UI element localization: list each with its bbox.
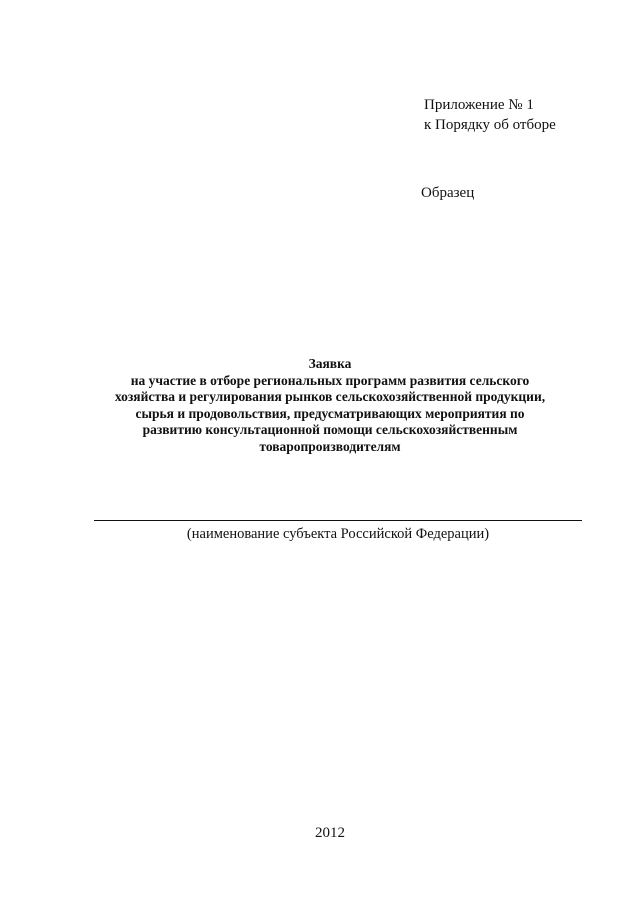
title-heading: Заявка (308, 356, 352, 371)
appendix-order-reference: к Порядку об отборе (424, 117, 556, 133)
title-line: на участие в отборе региональных программ развития сельского (130, 372, 530, 388)
appendix-reference (424, 95, 556, 135)
title-line: хозяйства и регулирования рынков сельскохозяйственной продукции, (114, 389, 546, 405)
region-name-caption: (наименование субъекта Российской Федерации) (186, 526, 490, 542)
sample-label: Образец (421, 185, 475, 201)
appendix-number: Приложение № 1 (424, 97, 534, 113)
document-year: 2012 (315, 825, 345, 841)
region-name-fill-line (94, 520, 582, 521)
title-line: развитию консультационной помощи сельскохозяйственным (142, 422, 518, 438)
title-line: сырья и продовольствия, предусматривающих мероприятия по (135, 405, 525, 421)
application-title (80, 356, 580, 456)
title-line: товаропроизводителям (259, 438, 401, 454)
